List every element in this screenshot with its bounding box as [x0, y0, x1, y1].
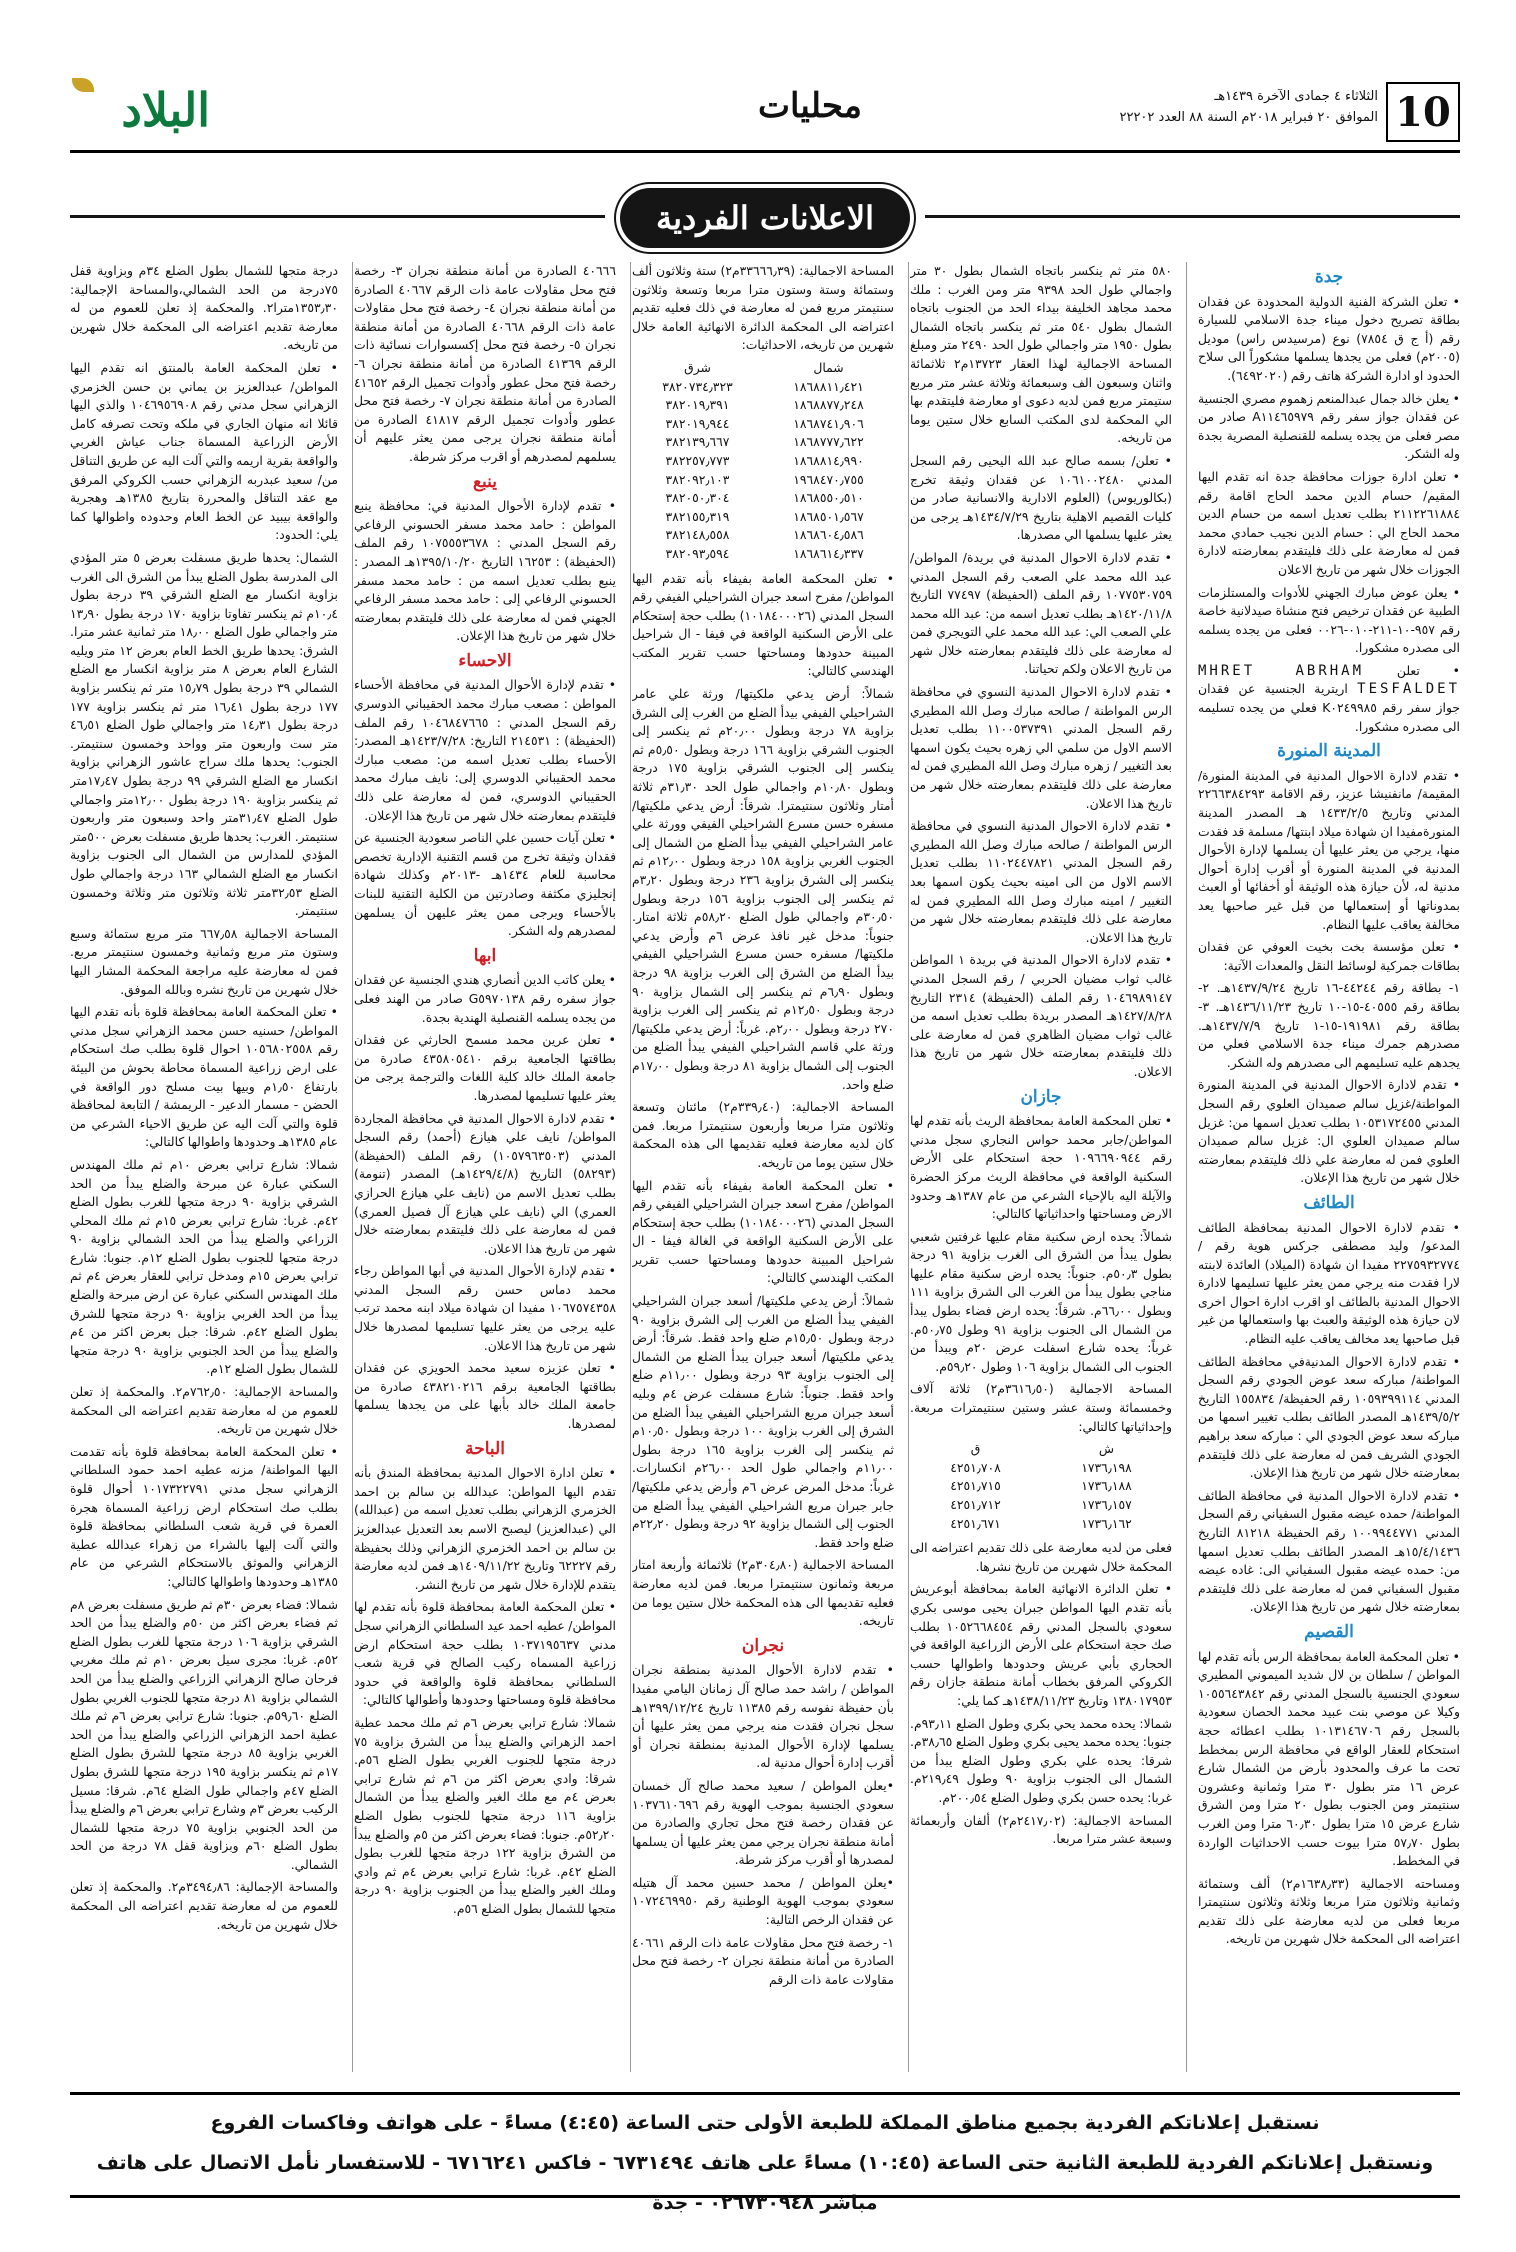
ad-item: • تعلن المحكمة العامة بمحافظة الريث بأنه تقدم لها المواطن/جابر محمد حواس النجاري سجل مدني رقم ١٠٩٦٦٩٠٩٤٤ حجة استحكام على الأرض السكنية الواقعة في محافظة الريث مركز الحضرة والآيلة اليه بالإحياء الشرعي من عام ١٣٨٧هـ وحدود الارض ومساحتها واحداثياتها كالتالي:: [910, 1113, 1172, 1222]
ad-item: ٥٨٠ متر ثم ينكسر باتجاه الشمال بطول ٣٠ متر واجمالي طول الحد ٩٣٩٨ متر ومن الغرب : ملك محمد مجاهد الخليفة بيداء الحد من الجنوب باتجاه الشمال بطول ٥٤٠ متر ثم ينكسر باتجاه الشمال بطول ١٩٥٠ متر واجمالي طول الحد ٢٤٩٠ متر ومبلغ المساحة الاجمالية لهذا العقار ١٣٧٢٣م٢ ثلاثمائة واثنان وسبعون الف وسبعمائة وثلاثة عشر متر مربع ستيمتر مربع فمن لديه دعوى او معارضة فليتقدم بها الي المحكمة لدى المكتب السابع خلال ستين يوما من تاريخه.: [910, 263, 1172, 446]
banner-rule-right: [925, 215, 1460, 218]
city-heading-ahsa: الاحساء: [458, 650, 512, 671]
coord-cell: ١٧٣٦٫١٥٧: [1081, 1497, 1132, 1512]
ad-item: • تعلن المحكمة العامة بفيفاء بأنه تقدم اليها المواطن/ مفرح اسعد جبران الشراحيلي الفيفي رقم السجل المدني (١٠١٨٤٠٠٠٢٦) بطلب حجة إستحكام على الأرض السكنية الواقعة في الغالة فيفا - ال شراحيل المبينة حدودها ومساحتها حسب تقرير المكتب الهندسي كالتالي:: [632, 1177, 894, 1286]
coordinates-table: [632, 359, 894, 564]
ad-item: شمالا: فضاء بعرض ٣٠م ثم طريق مسفلت بعرض ٨م ثم فضاء بعرض اكثر من ٥٠م والضلع يبدأ من الحد الشرقي بزاوية ١٠٦ درجة متجها للغرب بطول الضلع ٥٢م. غربا: مجرى سيل بعرض ١٠م ثم ملك مغربي فرحان صالح الزهراني الزراعي والضلع يبدأ من الحد الشمالي بزاوية ٨١ درجة متجها للجنوب الغربي بطول الضلع ٥٩٫٦٠م. جنوبا: شارع ترابي بعرض ٦م ثم ملك عطية احمد الزهراني الزراعي والضلع يبدأ من الحد الغربي بزاوية ٨٥ درجة متجها للشرق بطول الضلع ١٧م ثم ينكسر بزاوية ١٩٥ درجة متجها للشرق بطول الضلع ٤٧م واجمالي طول الضلع ٦٤م. شرقا: مسيل الركيب بعرض ٣م وشارع ترابي بعرض ٦م والضلع يبدأ من الحد الجنوبي بزاوية ٧٥ درجة متجها للشمال بطول الضلع ٦٠م وبزاوية قفل ٧٨ درجة من الحد الشمالي.: [70, 1596, 338, 1872]
city-heading-taif: الطائف: [1303, 1192, 1355, 1213]
table-row: [632, 489, 894, 508]
ad-item: شمالاً: يحده ارض سكنية مقام عليها غرفتين شعبي بطول يبدأ من الشرق الى الغرب بزاوية ٩١ درجة بطول ٥٠٫٣م. جنوباً: يحده ارض سكنية مقام عليها مناجي بطول يبدأ من الغرب الى الشرق بزاوية ١١١ وبطول ٦٦٫٠٠م. شرقاً: يحده ارض فضاء بطول يبدأ من الشمال الى الجنوب بزاوية ٩١ وطول ٥٠٫٧٥م. غرباً: يحده شارع اسفلت عرض ٢٠م ويبدأ من الجنوب الى الشمال بزاوية ١٠٦ وطول ٥٩٫٢٠م.: [910, 1228, 1172, 1374]
ad-item: المساحة الاجمالية ٦٦٧٫٥٨ متر مربع ستمائة وسبع وستون متر مربع وثمانية وخمسون سنتيمتر مربع. فمن له معارضة عليه مراجعة المحكمة المشار اليها خلال شهرين من تاريخ نشره وبالله الموفق.: [70, 925, 338, 997]
coord-cell: ١٧٣٦٫١٨٨: [1081, 1478, 1132, 1494]
ad-item: ١- بطاقة رقم ٤٤٢٤٤-١٦ تاريخ ١٤٣٧/٩/٢٤هـ. ٢- بطاقة رقم ٤٠٥٥٥-١٥-١٠ تاريخ ١٤٣٦/١١/٢٣هـ. ٣- بطاقة رقم ١٩١٩٨١-١٥-١ تاريخ ١٤٣٧/٧/٩هـ. مصدرهم جمرك ميناء جدة الاسلامي فعلي من يجدهم عليه تسليمهم الى مصدرهم وله الشكر.: [1198, 980, 1460, 1070]
ad-item: • تعلن مؤسسة بخت بخيت العوفي عن فقدان بطاقات جمركية لوسائط النقل والمعدات الآتية:: [1198, 939, 1460, 973]
city-heading-yanbu: ينبع: [472, 471, 498, 492]
coord-cell: ٣٨٢١٥٥٫٣١٩: [665, 508, 730, 524]
column-2: [910, 262, 1172, 2082]
city-heading-jazan: جازان: [1020, 1086, 1062, 1107]
city-heading-madinah: المدينة المنورة: [1277, 741, 1381, 762]
ad-item: • تقدم لإدارة الأحوال المدنية في محافظة الأحساء المواطن : مصعب مبارك محمد الحقيباني الدوسري رقم السجل المدني : ١٠٤٦٨٤٧٦٦٥ رقم الملف (الحفيظة) : ٢١٤٥٣١ التاريخ: ١٤٢٣/٧/٢٨هـ المصدر: الأحساء بطلب تعديل اسمه من: مصعب مبارك محمد الحقيباني الدوسري إلى: نايف مبارك محمد الحقيباني الدوسري، فمن له معارضة على ذلك فليتقدم بمعارضته خلال شهر من تاريخ هذا الإعلان.: [354, 677, 616, 823]
column-5: [70, 262, 338, 2082]
table-row: [632, 526, 894, 545]
coord-cell: ١٨٦٨٧٧٧٫٦٢٢: [793, 434, 864, 450]
table-row: [910, 1459, 1172, 1478]
coord-cell: ٣٨٢٠٩٣٫٥٩٤: [665, 545, 730, 561]
coord-cell: ٤٢٥١٫٧١٢: [950, 1497, 1001, 1512]
ad-item: • تقدم لادارة الاحوال المدنية النسوي في محافظة الرس المواطنة / صالحه مبارك وصل الله المطيري رقم السجل المدني ١١٠٢٤٤٧٨٢١ بطلب تعديل الاسم الاول من الى امينه بحيث يكون اسمها بعد التغيير / امينه مبارك وصل الله المطيري فمن له معارضة على ذلك فليتقدم بمعارضته خلال شهر من تاريخ هذا الاعلان.: [910, 818, 1172, 945]
ad-item: • تعلن ادارة الاحوال المدنية بمحافظة المندق بأنه تقدم اليها المواطن: عبدالله بن سالم بن احمد الخزمري الزهراني بطلب تعديل اسمه من (عبدالله) الي (عبدالعزيز) ليصبح الاسم بعد التعديل عبدالعزيز بن سالم بن احمد الخزمري الزهراني وذلك بحفيظة رقم ٦٢٢٢٧ وتاريخ ١٤٠٩/١١/٢٢هـ فمن لديه معارضة يتقدم للإدارة خلال شهر من تاريخ النشر.: [354, 1465, 616, 1592]
coord-cell: ٣٨٢٠٩٢٫١٠٣: [665, 471, 730, 487]
ad-item: • يعلن خالد جمال عبدالمنعم زهموم مصري الجنسية عن فقدان جواز سفر رقم A١١٤٦٥٩٧٩ صادر من مصر فعلى من يجده يسلمه للقنصلية المصرية بجدة وله الشكر.: [1198, 390, 1460, 462]
ad-lead: • تعلن: [1396, 662, 1460, 678]
coord-cell: ٤٢٥١٫٧١٥: [950, 1478, 1001, 1494]
ad-item: شمالاً: أرض يدعي ملكيتها/ ورثة علي عامر الشراحيلي الفيفي بيدأ الضلع من الغرب إلى الشرق بزاوية ٧٨ درجة وبطول ٢٠٫٠٠م ثم ينكسر إلى الجنوب الشرقي بزاوية ١٦٦ درجة وبطول ٥٫٥٠م ثم ينكسر إلى الجنوب الشرقي بزاوية ١٧٥ درجة وبطول ١٠٫٨٠م واجمالي طول الحد ٣١٫٣٠م ثلاثة أمتار وثلاثون سنتيمترا. شرقاً: أرض يدعي ملكيتها/ مسفره حسن مسرع الشراحيلي الفيفي وورثة علي عامر الشراحيلي الفيفي بيدأ الضلع من الشمال إلى الجنوب الغربي بزاوية ١٥٨ درجة وبطول ١٢٫٠٠م ثم ينكسر إلى الشرق بزاوية ٢٣٦ درجة وبطول ٣٫٢٠م ثم ينكسر إلى الجنوب بزاوية ١٥٦ درجة وبطول ٣٠٫٥٠م واجمالي طول الضلع ٥٨٫٢٠م ثلاثة امتار. جنوباً: مدخل غير نافذ عرض ٦م وأرض يدعي ملكيتها/ مسفره حسن مسرع الشراحيلي الفيفي بيدأ الضلع من الشرق إلى الغرب بزاوية ٩٨ درجة وبطول ٦٫٩٠م ثم ينكسر إلى الشمال بزاوية ٩٠ درجة وبطول ١٢٫٥٠م ثم ينكسر إلى الغرب بزاوية ٢٧٠ درجة وبطول ٢٫٠٠م. غرباً: أرض يدعي ملكيتها/ ورثة علي قاسم الشراحيلي الفيفي يبدأ الضلع من الجنوب إلى الشمال بزاوية ٨١ درجة وبطول ١٧٫٠٠م ضلع واحد.: [632, 686, 894, 1092]
ad-item: • تعلن المحكمة العامة بمحافظة قلوة بأنه تقدم لها المواطن/ عطيه احمد عيد السلطاني الزهراني سجل مدني ١٠٣٧١٩٥٦٣٧ بطلب حجة استحكام ارض زراعية المسماه ركيب الصالح في قرية شعب السلطاني بمحافظة قلوة والواقعة في حدود محافظة قلوة ومساحتها وحدودها وأطوالها كالتالي:: [354, 1599, 616, 1708]
newspaper-logo: [70, 80, 210, 142]
coord-cell: ١٧٣٦٫١٩٨: [1081, 1459, 1132, 1475]
coord-cell: ١٨٦٨٨١٤٫٩٩٠: [793, 452, 864, 468]
footer-notice: [70, 2092, 1460, 2214]
ad-item: • تقدم لادارة الاحوال المدنية في المدينة المنورة/ المقيمة/ مانفنيشا عزيز، رقم الاقامة ٢٢٦٦٣٨٤٢٩٣ المدني وتاريخ ١٤٣٣/٢/٥ هـ المصدر المدينة المنورةمفيدا ان شهادة ميلاد ابنتها/ مسلمة قد فقدت منها، يرجي من يعثر عليها أن يسلمها لإدارة الأحوال المدنية في المدينة المنورة أو أقرب إدارة أحوال مدنية له، لأن حيازة هذه الوثيقة أو أخفائها أو العبث بمدوناتها أو إستعمالها من قبل غير صاحبها يعد مخالفة يعاقب عليها النظام.: [1198, 767, 1460, 932]
coord-cell: ١٨٦٨٦٠٤٫٥٨٦: [793, 527, 864, 543]
ad-item: ومساحته الاجمالية (١٦٣٨٫٣٣م٢) ألف وستمائة وثمانية وثلاثون مترا مربعا وثلاثة وثلاثون سنتيمترا مربعا فعلى من لديه معارضة على ذلك تقديم اعتراضه الى المحكمة خلال شهرين من تاريخه.: [1198, 1875, 1460, 1947]
coord-cell: ٣٨٢١٣٩٫٦٦٧: [665, 434, 730, 450]
coord-cell: ٤٢٥١٫٧٠٨: [950, 1459, 1001, 1475]
ad-item: • تعلن الشركة الفنية الدولية المحدودة عن فقدان بطاقة تصريح دخول ميناء جدة الاسلامي للسيارة رقم (أ ج ق ٧٨٥٤) نوع (مرسيدس راس) موديل (٢٠٠٥م) فعلى من يجدها يسلمها مشكوراً الى سلاح الحدود او ادارة الشركة هاتف رقم (٦٤٩٢٠٢٠).: [1198, 293, 1460, 383]
ad-item: درجة متجها للشمال بطول الضلع ٣٤م وبزاوية قفل ٧٥درجة من الحد الشمالي،والمساحة الإجمالية: ١٣٥٣٫٣٠مترا٢. والمحكمة إذ تعلن للعموم من له معارضة تقديم اعتراضه الى المحكمة خلال شهرين من تاريخه.: [70, 263, 338, 353]
coord-cell: ٣٨٢٠٥٠٫٣٠٤: [665, 490, 730, 506]
table-row: [632, 452, 894, 471]
table-row: [632, 471, 894, 490]
table-row: [910, 1515, 1172, 1534]
ad-item: • تعلن/ بسمه صالح عبد الله اليحيى رقم السجل المدني ١٠٦١٠٠٢٤٨٠ عن فقدان وثيقة تخرج (بكالوريوس) (العلوم الادارية والانسانية صادر من كليات القصيم الاهلية بتاريخ ١٤٣٤/٧/٢٩هـ يرجى من يعثر عليها يسلمها الي مصدرها.: [910, 452, 1172, 543]
ad-item: • تقدم لادارة الاحوال المدنيةفي محافظة الطائف المواطنة/ مباركه سعد عوض الجودي رقم السجل المدني ١٠٥٩٣٩٩١١٤ رقم الحفيظة/ ١٥٥٨٣٤ التاريخ ١٤٣٩/٥/٢هـ المصدر الطائف بطلب تغيير اسمها من مباركه سعد عوض الجودي الي : مباركه سعد براهيم الجودي الشريف فمن له معارضة على ذلك فليتقدم بمعارضته خلال شهر من تاريخ هذا الإعلان.: [1198, 1353, 1460, 1481]
banner-rule-left: [70, 215, 605, 218]
coord-cell: ٣٨٢١٤٨٫٥٥٨: [665, 527, 730, 543]
ad-item: • تقدم لادارة الاحوال المدنية في بريدة ١ المواطن غالب ثواب مضيان الحربي / رقم السجل المدني ١٠٤٦٩٨٩١٤٧ رقم الملف (الحفيظة) ٢٣١٤ التاريخ ١٤٢٧/٨/٢٨هـ المصدر بريدة بطلب تعديل اسمه من غالب ثواب مضيان الظاهري فمن له معارضة على ذلك فليتقدم بمعارضته خلال شهر من تاريخ هذا الاعلان.: [910, 952, 1172, 1079]
table-row: [632, 415, 894, 434]
date-line-hijri: الثلاثاء ٤ جمادى الآخرة ١٤٣٩هـ: [1214, 89, 1378, 104]
coord-cell: ١٨٦٨٥٥٠٫٥١٠: [793, 490, 864, 506]
coord-header: ش: [1098, 1441, 1115, 1457]
ad-item: • تقدم لإدارة الأحوال المدنية في أبها المواطن رجاء محمد دماس حسن رقم السجل المدني ١٠٦٧٥٧٤٣٥٨ مفيدا ان شهادة ميلاد ابنه محمد ترتب عليه يرجى من يعثر عليها تسليمها لمصدرها خلال شهر من تاريخ هذا الاعلان.: [354, 1263, 616, 1353]
logo-text: البلاد: [121, 83, 210, 137]
ad-item: •يعلن المواطن / محمد حسين محمد آل هتيله سعودي بموجب الهوية الوطنية رقم ١٠٧٢٤٦٩٩٥٠ عن فقدان الرخص التالية:: [632, 1874, 894, 1928]
ad-item: • تعلن المحكمة العامة بمحافظة قلوة بأنه تقدم اليها المواطن/ حسنيه حسن محمد الزهراني سجل مدني رقم ١٠٥٦٨٠٢٥٥٨ احوال قلوة بطلب صك استحكام على ارض زراعية المسماة محاطة بحوش من البيئة بارتفاع ١٫٥٠م وبيها بيت مسلح دور الواقعة في الحضن - مسمار الدعير - الريمشة / التابعة لمحافظة قلوة والتي آلت اليه عن طريق الاحياء الشرعي من عام ١٣٨٥هـ وحدودها واطوالها كالتالي:: [70, 1004, 338, 1150]
coord-header: ق: [970, 1441, 981, 1457]
footer-line-second-edition: ونستقبل إعلاناتكم الفردية للطبعة الثانية حتى الساعة (١٠:٤٥) مساءً على هاتف ٦٧٣١٤٩٤ - فاكس ٦٧١٦٢٤١ - للاستفسار نأمل الاتصال على هاتف مباشر ٠٢٦٧٣٠٩٤٨ - جدة: [96, 2152, 1434, 2214]
table-row: [632, 433, 894, 452]
ad-item: شمالا: شارع ترابي بعرض ١٠م ثم ملك المهندس السكني عبارة عن مبرحة والضلع يبدأ من الحد الشرقي بزاوية ٩٠ درجة متجها للغرب بطول الضلع ٤٢م. غربا: شارع ترابي بعرض ١٥م ثم ملك المحلي الزراعي والضلع يبدأ من الحد الشمالي بزاوية ٩٠ درجة متجها للجنوب بطول الضلع ١٢م. جنوبا: شارع ترابي بعرض ١٥م ومدخل ترابي للعقار بعرض ٤م ثم ملك المهندس السكني عبارة عن ارض مبرحة والضلع يبدأ من الحد الغربي بزاوية ٩٠ درجة متجها للشرق بطول الضلع ٤٢م. شرقا: جبل بعرض اكثر من ٤م والضلع يبدأ من الحد الجنوبي بزاوية ٩٠ درجة متجها للشمال بطول الضلع ١٢م.: [70, 1156, 338, 1377]
ad-item: • تعلن آيات حسين علي الناصر سعودية الجنسية عن فقدان وثيقة تخرج من قسم التقنية الإدارية تخصص محاسبة للعام ١٤٣٤هـ -٢٠١٣م وكذلك شهادة إنجليزي مكثفة وصادرتين من الكلية التقنية للبنات بالأحساء ويرجى ممن يعثر عليهن أن يسلمهن لمصدرهم وله الشكر.: [354, 830, 616, 939]
coord-cell: ٣٨٢٠١٩٫٣٩١: [665, 397, 730, 413]
ad-item: المساحة الاجمالية: (٣٣٦٦٦٫٣٩م٢) ستة وثلاثون ألف وستمائة وستة وستون مترا مربعا وتسعة وثلاثون سنتيمتر مربع فمن له معارضة في ذلك فعليه تقديم اعتراضه الى المحكمة الدائرة الانهائية العامة خلال شهرين من تاريخه، الاحداثيات:: [632, 263, 894, 353]
coordinates-table: [910, 1440, 1172, 1533]
coord-header: شمال: [813, 359, 844, 375]
table-row: [632, 396, 894, 415]
ad-item: فعلى من لديه معارضة على ذلك تقديم اعتراضه الى المحكمة خلال شهرين من تاريخ نشرها.: [910, 1540, 1172, 1574]
coord-header: شرق: [684, 359, 711, 375]
ad-item: • تقدم لادارة الاحوال المدنية النسوي في محافظة الرس المواطنة / صالحه مبارك وصل الله المطيري رقم السجل المدني ١١٠٠٥٣٧٣٩١ بطلب تعديل الاسم الاول من سلمي الي زهره بحيث يكون اسمها بعد التغيير / زهره مبارك وصل الله المطيري فمن له معارضة على ذلك فليتقدم بمعارضته خلال شهر من تاريخ هذا الاعلان.: [910, 684, 1172, 811]
column-3: [632, 262, 894, 2082]
masthead: [70, 80, 1460, 153]
coord-cell: ١٨٦٨٨٧٧٫٢٤٨: [793, 397, 864, 413]
coord-cell: ١٨٦٨٥٠١٫٥٦٧: [793, 508, 864, 524]
ad-item: ٤٠٦٦٦ الصادرة من أمانة منطقة نجران ٣- رخصة فتح محل مقاولات عامة ذات الرقم ٤٠٦٦٧ الصادرة من أمانة منطقة نجران ٤- رخصة فتح محل مقاولات عامة ذات الرقم ٤٠٦٦٨ الصادرة من أمانة منطقة نجران ٥- رخصة فتح محل إكسسوارات نسائية ذات الرقم ٤١٣٦٩ الصادرة من أمانة منطقة نجران ٦- رخصة فتح محل عطور وأدوات تجميل الرقم ٤١٦٥٢ الصادرة من أمانة منطقة نجران ٧- رخصة فتح محل عطور وأدوات تجميل الرقم ٤١٨١٧ الصادرة من أمانة منطقة نجران يرجى ممن يعثر عليهم أن يسلمهم لمصدرهم أو اقرب مركز شرطة.: [354, 263, 616, 464]
ad-item: الشمال: يحدها طريق مسفلت بعرض ٥ متر المؤدي الى المدرسة بطول الضلع يبدأ من الشرق الى الغرب بزاوية انكسار مع الضلع الشرقي ٣٩ درجة بطول ١٠٫٤م ثم ينكسر تفاوتا بزاوية ١٧٠ درجة بطول ١٣٫٩٠ متر واجمالي طول الضلع ١٨٫٠٠ متر ثمانية عشر مترا. الشرق: يحدها طريق الخط العام بعرض ١٢ متر ويليه الشارع العام بعرض ٨ متر بزاوية انكسار مع الضلع الشمالي ٣٩ درجة بطول ١٥٫٧٩ متر ثم ينكسر بزاوية ١٧٧ درجة بطول ١٦٫٤١ متر ثم ينكسر بزاوية ١٧٧ درجة بطول ١٤٫٣١ متر واجمالي طول الضلع ٤٦٫٥١ متر ست واربعون متر وواحد وخمسون سنتيمتر. الجنوب: يحدها ملك سراج عاشور الزهراني بزاوية انكسار مع الضلع الشرقي ٩٩ درجة بطول ١٧٫٤٧متر ثم ينكسر بزاوية ١٩٠ درجة بطول ١٢٫٠٠متر واجمالي طول الضلع ٣١٫٤٧متر واحد وسبعون متر واربعون سنتيمتر. الغرب: يحدها طريق مسفلت بعرض ٥٠٠متر المؤدي للمدارس من الشمال الى الجنوب بزاوية انكسار مع الضلع الشمالي ١٦٣ درجة واجمالي طول الضلع ٣٢٫٥٣متر ثلاثة وثلاثون متر وثلاثة وخمسون سنتيمتر.: [70, 549, 338, 919]
page-number: 10: [1386, 82, 1460, 142]
city-heading-qassim: القصيم: [1304, 1621, 1354, 1642]
ad-item: • تعلن عرين محمد مسمح الحارثي عن فقدان بطاقتها الجامعية برقم ٤٣٥٨٠٥٤١٠ صادرة من جامعة الملك خالد كلية اللغات والترجمة يرجى من يعثر عليها تسليمها لمصدرها.: [354, 1032, 616, 1103]
table-row: [632, 545, 894, 564]
table-row: [632, 378, 894, 397]
coord-cell: ١٨٦٨٧٤١٫٩٠٦: [793, 415, 864, 431]
ad-item: والمساحة الإجمالية: ٣٤٩٤٫٨٦م٢. والمحكمة إذ تعلن للعموم من له معارضة تقديم اعتراضه الى المحكمة خلال شهرين من تاريخه.: [70, 1879, 338, 1932]
section-title: محليات: [757, 86, 863, 126]
ad-rest: اريترية الجنسية عن فقدان جواز سفر رقم K٠٢٤٩٩٨٥ فعلي من يجده تسليمه الى مصدره مشكورا.: [1198, 681, 1460, 734]
column-4: [354, 262, 616, 2082]
ad-item: شمالاً: أرض يدعي ملكيتها/ أسعد جبران الشراحيلي الفيفي يبدأ الضلع من الغرب إلى الشرق بزاوية ٩٠ درجة وبطول ١٥٫٥٠م ضلع واحد فقط. شرقاً: أرض يدعي ملكيتها/ أسعد جبران يبدأ الضلع من الشمال إلى الجنوب بزاوية ٩٣ درجة وبطول ١١٫٠٠م ضلع واحد فقط. جنوباً: شارع مسفلت عرض ٤م وبليه أسعد جبران مريع الشراحيلي الفيفي يبدأ الضلع من الشرق إلى الغرب بزاوية ١٠٠ درجة وبطول ١٠٫٥٠م ثم ينكسر إلى الغرب بزاوية ١٦٥ درجة بطول ١١٫٠٠م واجمالي طول الحد ٢٦٫٠٠م انكسارات. غرباً: مدخل المرض عرض ٦م وأرض يدعي ملكيتها/ جابر جبران مريع الشراحيلي الفيفي يبدأ الضلع من الجنوب إلى الشمال بزاوية ٩٢ درجة وبطول ٢٢٫٢٠م ضلع واحد فقط.: [632, 1293, 894, 1550]
ad-item: • تقدم لادارة الأحوال المدنية بمنطقة نجران المواطن / راشد حمد صالح آل زمانان اليامي مفيدا بأن حفيظة نفوسه رقم ١١٣٨٥ تاريخ ١٣٩٩/١٢/٢٤هـ سجل نجران فقدت منه يرجي ممن يعثر عليها أن يسلمها لإدارة الأحوال المدنية بمنطقة نجران أو أقرب إدارة أحوال مدنية له.: [632, 1662, 894, 1771]
ad-item: • تقدم لإدارة الأحوال المدنية في: محافظة ينبع المواطن : حامد محمد مسفر الحسوني الرفاعي رقم السجل المدني : ١٠٧٥٥٥٣٦٧٨ رقم الملف (الحفيظة) : ١٦٢٥٣ التاريخ ١٣٩٥/١٠/٢٠هـ المصدر : ينبع بطلب تعديل اسمه من : حامد محمد مسفر الحسوني الرفاعي إلى : حامد محمد مسفر الرفاعي الجهني فمن له معارضة على ذلك فليتقدم بمعارضته خلال شهر من تاريخ هذا الإعلان.: [354, 498, 616, 644]
ad-item: • تعلن عزيزه سعيد محمد الحويزي عن فقدان بطاقتها الجامعية برقم ٤٣٨٢١٠٢١٦ صادرة من جامعة الملك خالد بأبها على من يجدها يسلمها لمصدرها.: [354, 1360, 616, 1432]
city-heading-najran: نجران: [741, 1635, 785, 1656]
ad-item: ١- رخصة فتح محل مقاولات عامة ذات الرقم ٤٠٦٦١ الصادرة من أمانة منطقة نجران ٢- رخصة فتح محل مقاولات عامة ذات الرقم: [632, 1934, 894, 1987]
coord-cell: ١٨٦٨٦١٤٫٣٣٧: [793, 545, 864, 561]
coord-cell: ٤٢٥١٫٦٧١: [950, 1515, 1001, 1531]
classified-banner: [620, 188, 910, 248]
ad-item: • تعلن الدائرة الانهائية العامة بمحافظة أبوعريش بأنه تقدم اليها المواطن جبران يحيى موسى بكري سعودي بالسجل المدني رقم ١٠٥٢٦٦٨٤٥٤ بطلب صك حجة استحكام على الأرض الزراعية الواقعة في الحجاري بأبي عريش وحدودها واطوالها حسب الكروكي المرفق بخطاب أمانة منطقة جازان رقم ١٣٨٠١٧٩٥٣ وتاريخ ١٤٣٨/١١/٢٣هـ كما يلي:: [910, 1581, 1172, 1708]
ad-item: • يعلن عوض مبارك الجهني للأدوات والمستلزمات الطبية عن فقدان ترخيص فتح منشاة صيدلانية خاصة رقم ٩٥٧-١٠-٢١١-٠١٠-٠٠٢٦ فعلى من يجده يسلمه الى مصدره مشكورا.: [1198, 584, 1460, 656]
ad-item: والمساحة الإجمالية: ٧٦٢٫٥٠م٢. والمحكمة إذ تعلن للعموم من له معارضة تقديم اعتراضه الى المحكمة خلال شهرين من تاريخه.: [70, 1384, 338, 1437]
ad-item: • تقدم لادارة الاحوال المدنية في بريدة/ المواطن/ عبد الله محمد علي الصعب رقم السجل المدني ١٠٧٧٥٣٠٧٥٩ رقم الملف (الحفيظة) ٧٧٤٩٧ التاريخ ١٤٢٠/١١/٨هـ بطلب تعديل اسمه من: عبد الله محمد علي الصعب الي: عبد الله محمد علي التويجري فمن له معارضة على ذلك فليتقدم بمعارضته خلال شهر من تاريخ الاعلان ولكم تحياتنا.: [910, 549, 1172, 677]
ad-item: • تقدم لادارة الاحوال المدنية في محافظة المجاردة المواطن/ نايف علي هيازع (أحمد) رقم السجل المدني (١٠٥٧٩٦٣٥٠٣) رقم الملف (الحفيظة) (٥٨٢٩٣) التاريخ (١٤٢٩/٤/٨هـ) المصدر (تنومة) بطلب تعديل الاسم من (نايف علي هيازع الحرازي العمري) الي (نايف علي هيازع آل فصيل العمري) فمن له معارضة على ذلك فليتقدم بمعارضته خلال شهر من تاريخ هذا الاعلان.: [354, 1110, 616, 1256]
ad-item: • تعلن المحكمة العامة بالمنتق انه تقدم اليها المواطن/ عبدالعزيز بن يماني بن حسن الخزمري الزهراني سجل مدني رقم ١٠٤٦٩٥٦٩٠٨ والذي اليها قائلا انه منهان الجاري في ملكه وتحت تصرفه كامل الأرض الزراعية المسماة جناب عياش الغربي والواقعة بقرية اريمه والتي آلت اليه عن طريق التناقل من/ سعيد عبدربه الزهراني حسب الكروكي المرفق مع عقد التناقل والمحررة بتاريخ ١٣٨٥هـ وهجرية والواقعة بيبيد عن الخط العام وحدوده واطوالها كما يلي: الحدود:: [70, 359, 338, 543]
footer-line-first-edition: نستقبل إعلاناتكم الفردية بجميع مناطق المملكة للطبعة الأولى حتى الساعة (٤:٤٥) مساءً - على هواتف وفاكسات الفروع: [210, 2112, 1320, 2134]
latin-name: MHRET ABRHAM TESFALDET: [1198, 662, 1460, 698]
ad-item: • يعلن كاتب الدين أنصاري هندي الجنسية عن فقدان جواز سفره رقم G٥٩٧٠١٣٨ صادر من الهند فعلى من يجده يسلمه القنصلية الهندية بجدة.: [354, 972, 616, 1025]
ad-item: شمالا: يحده محمد يحي بكري وطول الضلع ٩٣٫١١م. جنوبا: يحده محمد يحيى بكري وطول الضلع ٣٨٫٦٥م. شرقا: يحده علي بكري وطول الضلع يبدأ من الشمال الى الجنوب بزاوية ٩٠ وطول ٢١٩٫٤٩م. غربا: يحده حسن بكري وطول الضلع ٢٠٠٫٥٤م.: [910, 1715, 1172, 1805]
coord-cell: ٣٨٢٠٧٣٤٫٣٢٣: [662, 378, 733, 394]
banner-title: الاعلانات الفردية: [620, 188, 910, 248]
ad-item: [1198, 662, 1460, 736]
ad-item: •يعلن المواطن / سعيد محمد صالح آل خمسان سعودي الجنسية بموجب الهوية رقم ١٠٣٧٦١٠٦٩٦ عن فقدان رخصة فتح محل تجاري والصادرة من أمانة منطقة نجران يرجي ممن يعثر عليها أن يسلمها لمصدرها أو أقرب مركز شرطة.: [632, 1777, 894, 1868]
ads-columns: [70, 262, 1460, 2082]
issue-date: [1119, 86, 1378, 128]
ad-item: • تقدم لادارة الاحوال المدنية في محافظة الطائف المواطنة/ حمده عيضه مقبول السفياني رقم السجل المدني ١٠٠٩٩٤٤٧٧١ رقم الحفيظة ٨١٢١٨ التاريخ ١٥/٤/١٤٣٦هـ المصدر الطائف بطلب تعديل اسمها من: حمده عيضه مقبول السفياني الى: غاده عيضه مقبول السفياني فمن له معارضة على ذلك فليتقدم بمعارضته خلال شهر من تاريخ هذا الإعلان.: [1198, 1487, 1460, 1615]
city-heading-abha: ابها: [473, 945, 497, 966]
coord-cell: ٣٨٢٢٥٧٫٧٧٣: [665, 452, 730, 468]
coord-cell: ١٨٦٨٨١١٫٤٢١: [793, 378, 864, 394]
coord-cell: ١٩٦٨٤٧٠٫٧٥٥: [793, 471, 864, 487]
table-row: [910, 1496, 1172, 1515]
ad-item: المساحة الاجمالية (٣٦١٦٫٥٠م٢) ثلاثة آلاف وخمسمائة وستة عشر وستين سنتيمترات مربعة. وإحداثياتها كالتالي:: [910, 1381, 1172, 1434]
column-1: [1198, 262, 1460, 2082]
ad-item: المساحة الاجمالية: (٢٤١٧٫٠٢م٢) ألفان وأربعمائة وسبعة عشر مترا مربعا.: [910, 1812, 1172, 1847]
table-row: [632, 508, 894, 527]
ad-item: شمالا: شارع ترابي بعرض ٦م ثم ملك محمد عطية احمد الزهراني والضلع يبدأ من الشرق بزاوية ٧٥ درجة متجها للجنوب الغربي بطول الضلع ٥٦م. شرقا: وادي بعرض اكثر من ٦م ثم شارع ترابي بعرض ٤م مع ملك الغير والضلع يبدأ من الشمال بزاوية ١١٦ درجة متجها للجنوب بطول الضلع ٥٢٫٢٠م. جنوبا: فضاء بعرض اكثر من ٥م والضلع يبدأ من الشرق بزاوية ١٢٢ درجة متجها للغرب بطول الضلع ٤٢م. غربا: شارع ترابي بعرض ٤م ثم وادي وملك الغير والضلع يبدأ من الجنوب بزاوية ٩٠ درجة متجها للشمال بطول الضلع ٥٦م.: [354, 1714, 616, 1916]
coord-cell: ٣٨٢٠١٩٫٩٤٤: [665, 415, 730, 431]
ad-item: • تعلن ادارة جوزات محافظة جدة انه تقدم اليها المقيم/ حسام الدين محمد الحاج اقامة رقم ٢١١٢٢٦١٨٨٤ بطلب تعديل اسمه من حسام الدين محمد الحاج الي : حسام الدين نجيب حمادي محمد فمن له معارضة على ذلك فليتقدم بمعارضته لادارة الجوزات خلال شهر من تاريخ الاعلان: [1198, 468, 1460, 577]
date-line-gregorian: الموافق ٢٠ فبراير ٢٠١٨م السنة ٨٨ العدد ٢٢٢٠٢: [1119, 110, 1378, 125]
ad-item: • تعلن المحكمة العامة بمحافظة قلوة بأنه تقدمت اليها المواطنة/ مزنه عطيه احمد حمود السلطاني الزهراني سجل مدني ١٠١٧٣٢٢٧٩١ أحوال قلوة بطلب صك استحكام ارض زراعية المسماة هجرة العمرة في قرية شعب السلطاني بمحافظة قلوة والتي آلت إليها بالشراء من زهراء عبدالله عطية الزهراني والموثق بالاستحكام الشرعي من عام ١٣٨٥هـ وحدودها واطوالها كالتالي:: [70, 1443, 338, 1589]
city-heading-baha: الباحة: [465, 1438, 505, 1459]
ad-item: • تقدم لادارة الاحوال المدنية في المدينة المنورة المواطنة/غزيل سالم صميدان العلوي رقم السجل المدني ١٠٥٣١٧٢٤٥٥ بطلب تعديل اسمها من: غزيل سالم صميدان العلوي ال: غزيل سالم صميدان العلوي فمن له معارضة علي ذلك فليتقدم بمعارضته خلال شهر من تاريخ هذا الإعلان.: [1198, 1077, 1460, 1186]
ad-item: • تقدم لادارة الاحوال المدنية بمحافظة الطائف المدعو/ وليد مصطفى جركس هوية رقم / ٢٢٧٥٩٣٢٧٧٤ مفيدا ان شهادة (الميلاد) العائدة لابنته لارا فقدت منه يرجي ممن يعثر عليها تسليمها لادارة الاحوال المدنية بالطائف او اقرب ادارة احوال اخرى لان حيازة هذه الوثيقة والعبث بها واستعمالها من غير قبل صاحبها يعد مخالف يعاقب عليه النظام.: [1198, 1219, 1460, 1347]
coord-cell: ١٧٣٦٫١٦٢: [1081, 1515, 1132, 1531]
ad-item: • تعلن المحكمة العامة بفيفاء بأنه تقدم اليها المواطن/ مفرح اسعد جبران الشراحيلي الفيفي رقم السجل المدني (١٠١٨٤٠٠٠٢٦) بطلب حجة إستحكام على الأرض السكنية الواقعة في فيفا - ال شراحيل المبينة حدودها ومساحتها حسب تقرير المكتب الهندسي كالتالي:: [632, 570, 894, 679]
ad-item: • تعلن المحكمة العامة بمحافظة الرس بأنه تقدم لها المواطن / سلطان بن لال شديد الميموني المطيري سعودي الجنسية بالسجل المدني رقم ١٠٥٥٦٤٣٨٤٢ وكيلا عن موصي بنت عبيد محمد الحصان سعودية بالسجل رقم ١٠١٣١٤٦٧٠٦ بطلب اعطائه حجة استحكام للعقار الواقع في محافظة الرس بمخطط تحت ما عرف والمحدود بأرض من الشمال شارع عرض ١٦ متر بطول ٣٠ مترا وثمانية وعشرون سنتيمتر ومن الجنوب بطول ٢٠ مترا ومن الشرق شارع عرض ١٥ مترا بطول ٦٠٫٣٠ مترا ومن الغرب بطول ٥٧٫٧٠ مترا بيوت حسب الاحداثيات الواردة في المخطط.: [1198, 1648, 1460, 1869]
table-row: [910, 1477, 1172, 1496]
ad-item: المساحة الاجمالية: (٣٣٩٫٤٠م٢) مائتان وتسعة وثلاثون مترا مربعا وأربعون سنتيمترا مربعا. فمن كان لديه معارضة فعليه تقديمها الى هذه المحكمة خلال ستين يوما من تاريخه.: [632, 1099, 894, 1170]
city-heading-jeddah: جدة: [1314, 267, 1344, 287]
ad-item: المساحة الاجمالية (٣٠٤٫٨٠م٢) ثلاثمائة وأربعة امتار مربعة وثمانون سنتيمترا مربعا. فمن لديه معارضة فعليه تقديمها الى هذه المحكمة خلال ستين يوما من تاريخه.: [632, 1557, 894, 1629]
